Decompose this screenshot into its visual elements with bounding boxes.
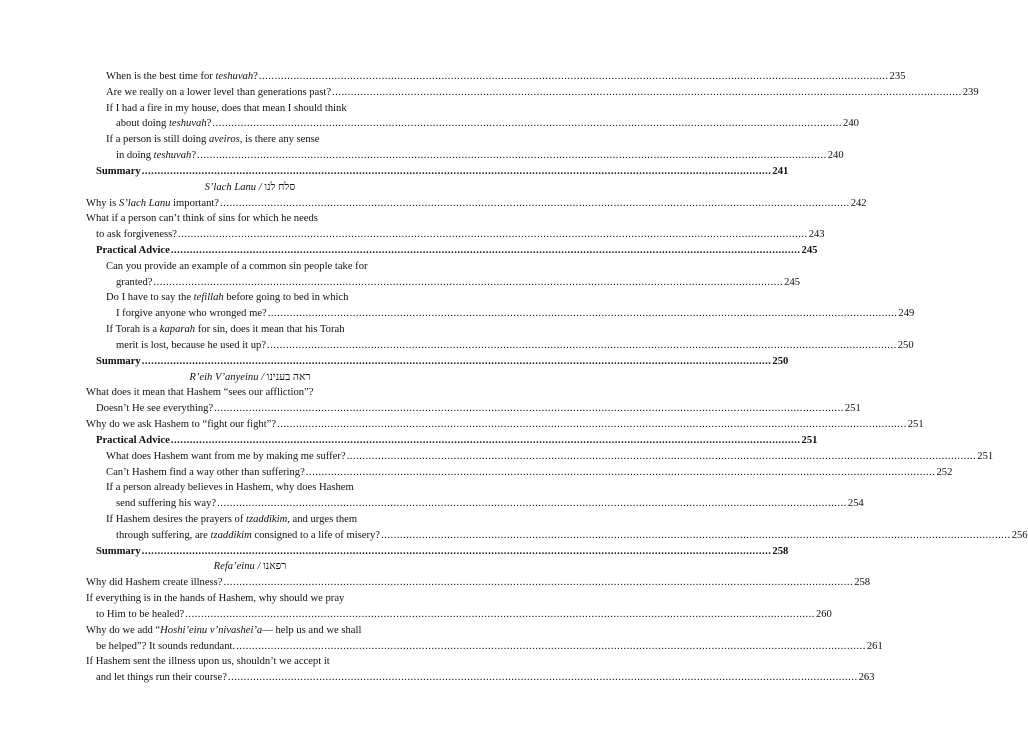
entry-text: Why is S’lach Lanu important? xyxy=(86,197,220,209)
toc-entry xyxy=(106,450,994,463)
entry-text: If Hashem desires the prayers of tzaddikim, and urges them xyxy=(106,513,358,525)
leader-dots: ........................................................................................................................................................................................................ xyxy=(185,608,815,620)
page-number: 240 xyxy=(843,118,859,130)
entry-text: Summary xyxy=(96,545,141,557)
entry-text: Why do we add “Hoshi’einu v’nivashei’a— help us and we shall xyxy=(86,624,362,636)
leader-dots: ........................................................................................................................................................................................................ xyxy=(178,229,808,241)
entry-text: Practical Advice xyxy=(96,434,170,446)
toc-entry xyxy=(116,307,915,320)
toc-entry-line xyxy=(86,212,414,225)
entry-text: to Him to be healed? xyxy=(96,608,185,620)
leader-dots: ........................................................................................................................................................................................................ xyxy=(220,197,850,209)
page-number: 245 xyxy=(784,276,801,288)
toc-entry xyxy=(86,197,867,210)
toc-entry-line xyxy=(106,133,414,146)
page-number: 235 xyxy=(889,71,906,82)
entry-text: I forgive anyone who wronged me? xyxy=(116,308,267,320)
entry-text: Why did Hashem create illness? xyxy=(86,577,223,589)
entry-text: about doing teshuvah? xyxy=(116,118,212,130)
page-number: 254 xyxy=(847,498,864,510)
entry-text: If I had a fire in my house, does that mean I should think xyxy=(106,102,347,114)
entry-text: and let things run their course? xyxy=(96,672,227,684)
page-number: 251 xyxy=(801,434,818,446)
toc-subheading-entry xyxy=(96,165,789,178)
entry-text: to ask forgiveness? xyxy=(96,229,178,241)
leader-dots: ........................................................................................................................................................................................................ xyxy=(212,118,843,130)
toc-entry xyxy=(106,70,906,83)
leader-dots: ........................................................................................................................................................................................................ xyxy=(223,577,854,589)
page-number: 251 xyxy=(977,450,994,462)
page-number: 242 xyxy=(850,197,867,209)
section-hebrew: ראה בענינו xyxy=(266,371,311,383)
leader-dots: ........................................................................................................................................................................................................ xyxy=(217,498,847,510)
leader-dots: ........................................................................................................................................................................................................ xyxy=(141,165,772,177)
page-number: 243 xyxy=(808,229,825,241)
leader-dots: ........................................................................................................................................................................................................ xyxy=(346,450,977,462)
page-number: 261 xyxy=(866,640,883,652)
entry-text: What does Hashem want from me by making me suffer? xyxy=(106,450,346,462)
entry-text: through suffering, are tzaddikim consigned to a life of misery? xyxy=(116,529,381,541)
toc-entry-line xyxy=(86,655,414,668)
section-title: S’lach Lanu / xyxy=(204,181,265,193)
toc-entry xyxy=(96,228,825,241)
leader-dots: ........................................................................................................................................................................................................ xyxy=(258,71,889,82)
section-heading xyxy=(86,560,414,573)
toc-entry-line xyxy=(86,592,414,605)
toc-entry xyxy=(116,117,859,130)
toc-entry xyxy=(106,466,953,479)
leader-dots: ........................................................................................................................................................................................................ xyxy=(305,466,936,478)
entry-text: If Hashem sent the illness upon us, shouldn’t we accept it xyxy=(86,656,330,668)
entry-text: in doing teshuvah? xyxy=(116,150,197,162)
toc-entry xyxy=(96,640,883,653)
toc-entry xyxy=(116,497,864,510)
leader-dots: ........................................................................................................................................................................................................ xyxy=(170,245,801,257)
leader-dots: ........................................................................................................................................................................................................ xyxy=(153,276,784,288)
entry-text: Do I have to say the tefillah before going to bed in which xyxy=(106,292,349,304)
entry-text: Practical Advice xyxy=(96,245,170,257)
entry-text: Are we really on a lower level than generations past? xyxy=(106,86,332,98)
page-number: 256 xyxy=(1011,529,1028,541)
entry-text: Summary xyxy=(96,165,141,177)
toc-entry-line xyxy=(86,386,414,399)
page-number: 260 xyxy=(815,608,832,620)
entry-text: send suffering his way? xyxy=(116,498,217,510)
toc-entry-line xyxy=(106,323,414,336)
page-number: 240 xyxy=(827,150,844,162)
entry-text: If Torah is a kaparah for sin, does it mean that his Torah xyxy=(106,324,345,336)
leader-dots: ........................................................................................................................................................................................................ xyxy=(170,434,801,446)
entry-text: If a person already believes in Hashem, why does Hashem xyxy=(106,482,354,494)
toc-entry xyxy=(106,86,979,99)
toc-entry xyxy=(96,608,832,621)
toc-entry-line xyxy=(106,513,414,526)
toc-entry xyxy=(116,529,1028,542)
page-number: 250 xyxy=(897,339,914,351)
page-number: 258 xyxy=(854,577,871,589)
section-title: R’eih V’anyeinu / xyxy=(189,371,267,383)
entry-text: Can you provide an example of a common sin people take for xyxy=(106,260,368,272)
toc-entry xyxy=(96,402,861,415)
leader-dots: ........................................................................................................................................................................................................ xyxy=(214,403,844,415)
entry-text: Summary xyxy=(96,355,141,367)
toc-entry-line xyxy=(106,102,414,115)
leader-dots: ........................................................................................................................................................................................................ xyxy=(236,640,866,652)
entry-text: When is the best time for teshuvah? xyxy=(106,71,258,82)
entry-text: Doesn’t He see everything? xyxy=(96,403,214,415)
section-hebrew: סלח לנו xyxy=(264,181,296,193)
toc-entry-line xyxy=(106,481,414,494)
toc-entry-line xyxy=(106,291,414,304)
entry-text: merit is lost, because he used it up? xyxy=(116,339,267,351)
toc-entry xyxy=(96,671,875,684)
page-number: 249 xyxy=(898,308,915,320)
leader-dots: ........................................................................................................................................................................................................ xyxy=(267,308,898,320)
page-number: 239 xyxy=(962,86,979,98)
leader-dots: ........................................................................................................................................................................................................ xyxy=(267,339,897,351)
entry-text: Why do we ask Hashem to “fight our fight”? xyxy=(86,419,277,431)
toc-subheading-entry xyxy=(96,355,789,368)
entry-text: What if a person can’t think of sins for which he needs xyxy=(86,213,318,225)
entry-text: What does it mean that Hashem “sees our affliction”? xyxy=(86,387,314,399)
page-number: 251 xyxy=(907,419,924,431)
toc-subheading-entry xyxy=(96,434,818,447)
entry-text: granted? xyxy=(116,276,153,288)
leader-dots: ........................................................................................................................................................................................................ xyxy=(227,672,858,684)
section-title: Refa’einu / xyxy=(213,561,264,573)
leader-dots: ........................................................................................................................................................................................................ xyxy=(141,355,772,367)
entry-text: be helped”? It sounds redundant. xyxy=(96,640,236,652)
page-number: 251 xyxy=(844,403,861,415)
leader-dots: ........................................................................................................................................................................................................ xyxy=(197,150,827,162)
toc-entry xyxy=(86,418,924,431)
leader-dots: ........................................................................................................................................................................................................ xyxy=(381,529,1011,541)
page-number: 250 xyxy=(772,355,789,367)
page-number: 241 xyxy=(772,165,789,177)
toc-entry xyxy=(116,339,914,352)
section-heading xyxy=(86,181,414,194)
leader-dots: ........................................................................................................................................................................................................ xyxy=(277,419,907,431)
page-number: 258 xyxy=(772,545,789,557)
section-heading xyxy=(86,371,414,384)
toc-entry xyxy=(86,576,871,589)
leader-dots: ........................................................................................................................................................................................................ xyxy=(141,545,772,557)
entry-text: If a person is still doing aveiros, is there any sense xyxy=(106,134,320,146)
toc-entry xyxy=(116,276,801,289)
toc-entry xyxy=(116,149,844,162)
section-hebrew: רפאנו xyxy=(263,561,287,573)
entry-text: If everything is in the hands of Hashem, why should we pray xyxy=(86,593,345,605)
toc-entry-line xyxy=(86,624,414,637)
page-number: 252 xyxy=(936,466,953,478)
toc-subheading-entry xyxy=(96,545,789,558)
entry-text: Can’t Hashem find a way other than suffering? xyxy=(106,466,305,478)
toc-entry-line xyxy=(106,260,414,273)
page-number: 245 xyxy=(801,245,818,257)
toc-subheading-entry xyxy=(96,244,818,257)
page-number: 263 xyxy=(858,672,875,684)
leader-dots: ........................................................................................................................................................................................................ xyxy=(332,86,962,98)
